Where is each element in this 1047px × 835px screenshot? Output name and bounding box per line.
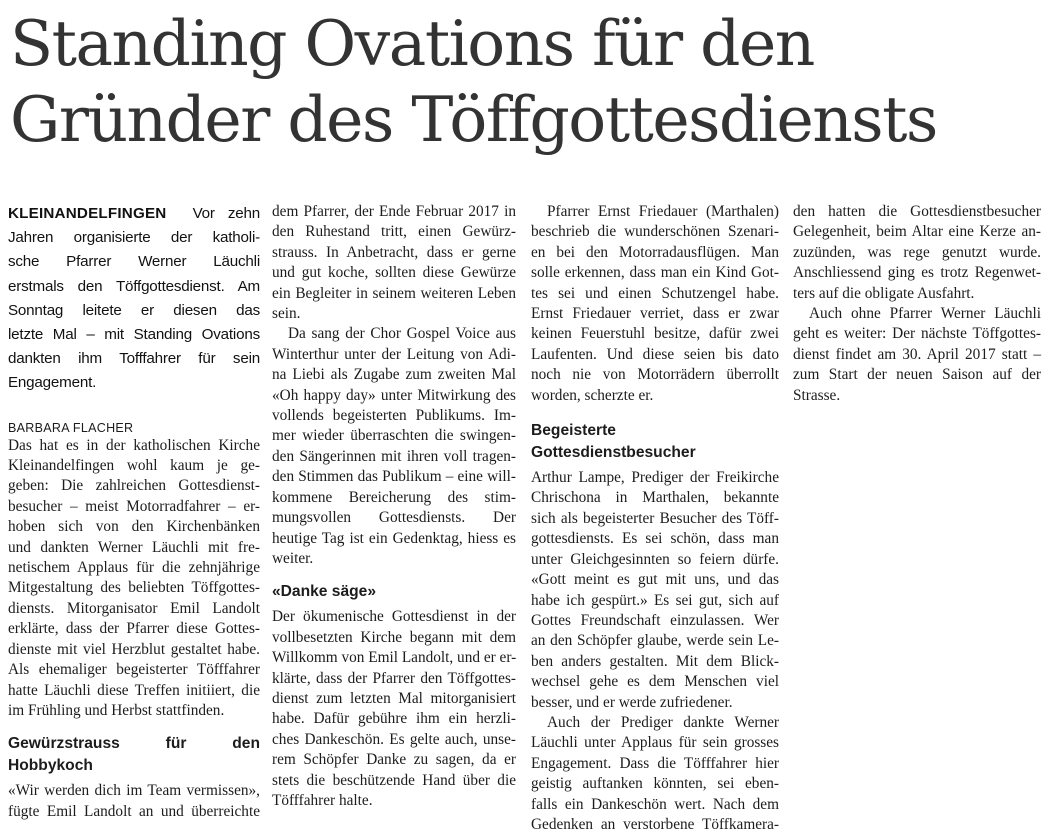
text-line: ches Dankeschön. Es gelte auch, unse-: [272, 730, 516, 748]
text-line: dienst zum letzten Mal mitorganisiert: [272, 689, 516, 707]
lead-line: Jahren organisierte der katholi-: [8, 229, 260, 247]
text-line: und gut koche, sollten diese Gewürze: [272, 264, 516, 282]
text-line: Ernst Friedauer verriet, dass er zwar: [531, 305, 779, 323]
body-paragraph: [793, 304, 1041, 406]
text-line: «Wir werden dich im Team vermissen»,: [8, 782, 260, 800]
text-line: den Stimmen das Publikum – eine will-: [272, 468, 516, 486]
text-line: Gelegenheit, beim Altar eine Kerze an-: [793, 223, 1041, 241]
text-line: gottesdiensts. Es sei schön, dass man: [531, 530, 779, 548]
text-line: Auch ohne Pfarrer Werner Läuchli: [809, 305, 1041, 323]
text-line: besser, und er werde zufriedener.: [531, 693, 733, 711]
lead-line: letzte Mal – mit Standing Ovations: [8, 326, 260, 344]
text-line: Pfarrer Ernst Friedauer (Marthalen): [547, 203, 779, 220]
body-paragraph: [531, 713, 779, 835]
lead-line: dankten ihm Tofffahrer für sein: [8, 350, 260, 368]
subheading: «Danke säge»: [272, 583, 377, 601]
text-line: ben anders gestalten. Mit dem Blick-: [531, 652, 779, 670]
text-line: hatte Läuchli diese Treffen initiiert, die: [8, 681, 260, 699]
text-line: Laufenten. Und diese seien bis dato: [531, 345, 779, 363]
text-line: noch nie von Motorrädern überrollt: [531, 366, 779, 384]
text-line: na Liebi als Zugabe zum zweiten Mal: [272, 366, 516, 384]
text-line: Als ehemaliger begeisterter Töfffahrer: [8, 661, 260, 679]
text-line: zuzünden, was rege genutzt wurde.: [793, 243, 1041, 261]
text-line: tes sei und einen Schutzengel habe.: [531, 284, 779, 302]
text-line: beschrieb die wunderschönen Szenari-: [531, 223, 779, 241]
text-line: den Ruhestand tritt, einen Gewürz-: [272, 223, 516, 241]
text-line: «Oh happy day» unter Mitwirkung des: [272, 386, 516, 404]
text-line: an den Schöpfer glaube, werde sein Le-: [531, 632, 779, 650]
text-line: den Sängerinnen mit ihren voll tragen-: [272, 447, 516, 465]
text-line: Anschliessend ging es trotz Regenwet-: [793, 264, 1041, 282]
text-line: dienst findet am 30. April 2017 statt –: [793, 345, 1041, 363]
text-line: weiter.: [272, 549, 314, 567]
text-line: Arthur Lampe, Prediger der Freikirche: [531, 469, 779, 487]
text-line: worden, scherzte er.: [531, 386, 654, 404]
body-paragraph: [531, 202, 779, 406]
text-line: solle erkennen, dass man ein Kind Got-: [531, 264, 779, 282]
text-line: vollends begeisterten Publikums. Im-: [272, 407, 516, 425]
text-line: Kleinandelfingen wohl kaum je ge-: [8, 457, 260, 475]
text-line: unter Gleichgesinnten so feiern dürfe.: [531, 550, 779, 568]
text-line: Gottes Freundschaft einzulassen. Wer: [531, 611, 779, 629]
text-line: Mitgestaltung des beliebten Töffgottes-: [8, 579, 260, 597]
text-line: geistig auftanken könnten, sei eben-: [531, 775, 779, 793]
column-3: [531, 202, 779, 835]
text-line: habe. Dafür gebühre ihm ein herzli-: [272, 710, 516, 728]
text-line: Das hat es in der katholischen Kirche: [8, 436, 260, 454]
body-paragraph: [272, 607, 516, 811]
text-line: klärte, dass der Pfarrer den Töffgottes-: [272, 669, 516, 687]
body-paragraph: [8, 781, 260, 822]
text-line: ein Begleiter in seinem weiteren Leben: [272, 284, 516, 302]
lead-paragraph: [8, 202, 260, 396]
subheading: Begeisterte Gottesdienstbesucher: [531, 422, 696, 462]
text-line: besucher – meist Motorradfahrer – er-: [8, 497, 260, 515]
text-line: Chrischona in Marthalen, bekannte: [531, 489, 779, 507]
text-line: Läuchli unter Applaus für sein grosses: [531, 734, 779, 752]
body-paragraph: [272, 202, 516, 324]
text-line: erklärte, dass der Pfarrer diese Gottes-: [8, 620, 260, 638]
lead-line: sche Pfarrer Werner Läuchli: [8, 253, 260, 271]
column-1: [8, 202, 260, 822]
byline: BARBARA FLACHER: [8, 420, 134, 435]
body-paragraph: [531, 468, 779, 713]
text-line: Da sang der Chor Gospel Voice aus: [288, 325, 516, 343]
headline-line-1: Standing Ovations für den: [10, 7, 814, 80]
text-line: kommene Bereicherung des stim-: [272, 488, 516, 506]
text-line: vollbesetzten Kirche begann mit dem: [272, 628, 516, 646]
text-line: Auch der Prediger dankte Werner: [547, 713, 779, 731]
text-line: strauss. In Anbetracht, dass er gerne: [272, 243, 516, 261]
text-line: und dankten Werner Läuchli mit fre-: [8, 538, 260, 556]
dateline: KLEINANDELFINGEN: [8, 205, 167, 222]
text-line: geht es weiter: Der nächste Töffgottes-: [793, 325, 1041, 343]
text-line: ters auf die obligate Ausfahrt.: [793, 284, 975, 302]
text-line: mungsvollen Gottesdiensts. Der: [272, 509, 516, 527]
text-line: dienste mit viel Herzblut gestaltet habe.: [8, 640, 260, 658]
text-line: hoben sich von den Kirchenbänken: [8, 518, 260, 536]
text-line: den hatten die Gottesdienstbesucher: [793, 203, 1041, 220]
text-line: Winterthur unter der Leitung von Adi-: [272, 345, 516, 363]
text-line: keinen Feuerstuhl besitze, dafür zwei: [531, 325, 779, 343]
text-line: heutige Tag ist ein Gedenktag, hiess es: [272, 529, 516, 547]
text-line: sein.: [272, 305, 301, 323]
lead-line: Engagement.: [8, 374, 97, 392]
text-line: Strasse.: [793, 386, 841, 404]
text-line: stets die beschützende Hand über die: [272, 771, 516, 789]
lead-line: [8, 202, 260, 226]
text-line: fügte Emil Landolt an und überreichte: [8, 802, 260, 820]
text-line: sich als begeisterter Besucher des Töff-: [531, 509, 779, 527]
text-line: rem Schöpfer Danke zu sagen, da er: [272, 751, 516, 769]
text-line: Töfffahrer halte.: [272, 791, 373, 809]
column-2: [272, 202, 516, 811]
text-line: Der ökumenische Gottesdienst in der: [272, 608, 516, 626]
text-line: diensts. Mitorganisator Emil Landolt: [8, 599, 260, 617]
text-line: dem Pfarrer, der Ende Februar 2017 in: [272, 203, 516, 220]
subheading: Gewürzstrauss für den Hobbykoch: [8, 735, 260, 775]
headline: [10, 6, 1040, 158]
headline-line-2: Gründer des Töffgottesdiensts: [10, 83, 937, 156]
text-line: Vor zehn: [192, 205, 260, 222]
body-paragraph: [272, 324, 516, 569]
text-line: im Frühling und Herbst stattfinden.: [8, 701, 225, 719]
text-line: falls ein Dankeschön wert. Nach dem: [531, 795, 779, 813]
text-line: «Gott meint es gut mit uns, und das: [531, 571, 779, 589]
column-4: [793, 202, 1041, 406]
text-line: Willkomm von Emil Landolt, und er er-: [272, 649, 517, 667]
body-paragraph: [793, 202, 1041, 304]
text-line: Engagement. Dass die Töfffahrer hier: [531, 754, 779, 772]
text-line: Gedenken an verstorbene Töffkamera-: [531, 815, 779, 833]
body-paragraph: [8, 436, 260, 722]
text-line: en bei den Motorradausflügen. Man: [531, 243, 779, 261]
lead-line: Sonntag leitete er diesen das: [8, 301, 260, 319]
text-line: habe ich gespürt.» Es sei gut, sich auf: [531, 591, 779, 609]
lead-line: erstmals den Töffgottesdienst. Am: [8, 277, 260, 295]
text-line: mer wieder überraschten die swingen-: [272, 427, 516, 445]
text-line: geben: Die zahlreichen Gottesdienst-: [8, 477, 260, 495]
text-line: wechsel gehe es dem Menschen viel: [531, 673, 779, 691]
text-line: zum Start der neuen Saison auf der: [793, 366, 1041, 384]
text-line: netischem Applaus für die zehnjährige: [8, 559, 260, 577]
